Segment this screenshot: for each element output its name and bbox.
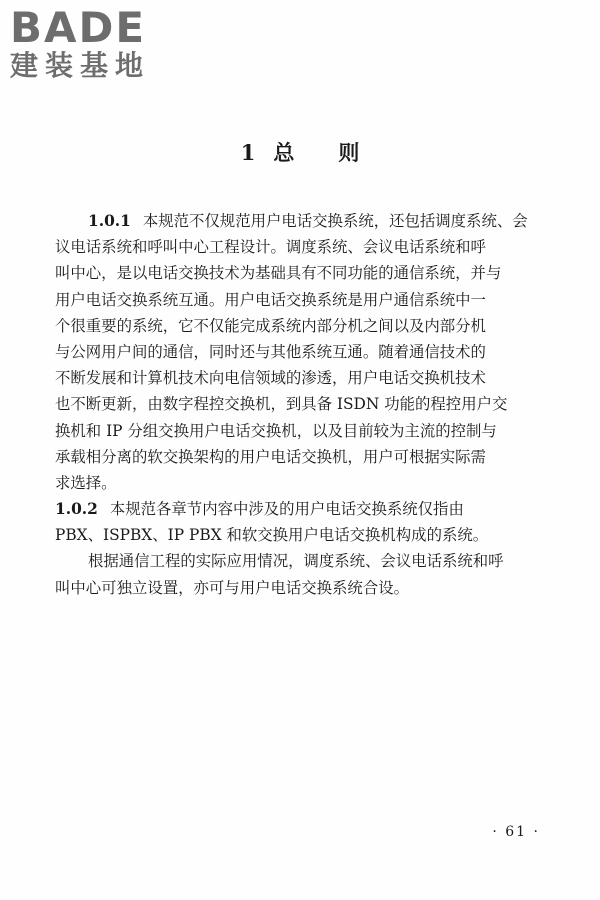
clause-1-0-1: [55, 208, 555, 496]
clause-line: PBX、ISPBX、IP PBX 和软交换用户电话交换机构成的系统。: [55, 526, 489, 545]
clause-line: [55, 496, 555, 522]
body-paragraph: [55, 548, 555, 600]
logo-text-en: BADE: [10, 3, 147, 52]
clause-text: 本规范不仅规范用户电话交换系统，还包括调度系统、会: [142, 212, 528, 230]
paragraph-line: 根据通信工程的实际应用情况，调度系统、会议电话系统和呼: [88, 552, 504, 571]
clause-line: 叫中心，是以电话交换技术为基础具有不同功能的通信系统，并与: [55, 264, 502, 283]
clause-line: 也不断更新，由数字程控交换机，到具备 ISDN 功能的程控用户交: [55, 395, 508, 414]
paragraph-line: 叫中心可独立设置，亦可与用户电话交换系统合设。: [55, 578, 409, 597]
clause-line: 求选择。: [55, 473, 117, 492]
clause-line: 议电话系统和呼叫中心工程设计。调度系统、会议电话系统和呼: [55, 238, 486, 257]
clause-text: 本规范各章节内容中涉及的用户电话交换系统仅指由: [109, 500, 464, 519]
logo-text-cn: 建装基地: [10, 49, 151, 82]
clause-line: 个很重要的系统，它不仅能完成系统内部分机之间以及内部分机: [55, 316, 486, 335]
chapter-body: [55, 208, 555, 601]
clause-number: 1.0.2: [55, 500, 98, 519]
clause-1-0-2: [55, 496, 555, 548]
chapter-number: 1: [240, 140, 256, 165]
page-number: · 61 ·: [492, 824, 540, 840]
clause-line: 用户电话交换系统互通。用户电话交换系统是用户通信系统中一: [55, 290, 486, 309]
clause-line: 承载相分离的软交换架构的用户电话交换机，用户可根据实际需: [55, 447, 486, 466]
bade-logo: [10, 4, 180, 84]
clause-line: 与公网用户间的通信，同时还与其他系统互通。随着通信技术的: [55, 342, 486, 361]
clause-line: 换机和 IP 分组交换用户电话交换机，以及目前较为主流的控制与: [55, 421, 497, 440]
clause-line: [55, 208, 555, 234]
clause-number: 1.0.1: [88, 212, 131, 230]
chapter-title-char-2: 则: [338, 140, 360, 165]
chapter-title-char-1: 总: [273, 140, 295, 165]
clause-line: 不断发展和计算机技术向电信领域的渗透，用户电话交换机技术: [55, 369, 486, 388]
chapter-title: [0, 138, 600, 168]
